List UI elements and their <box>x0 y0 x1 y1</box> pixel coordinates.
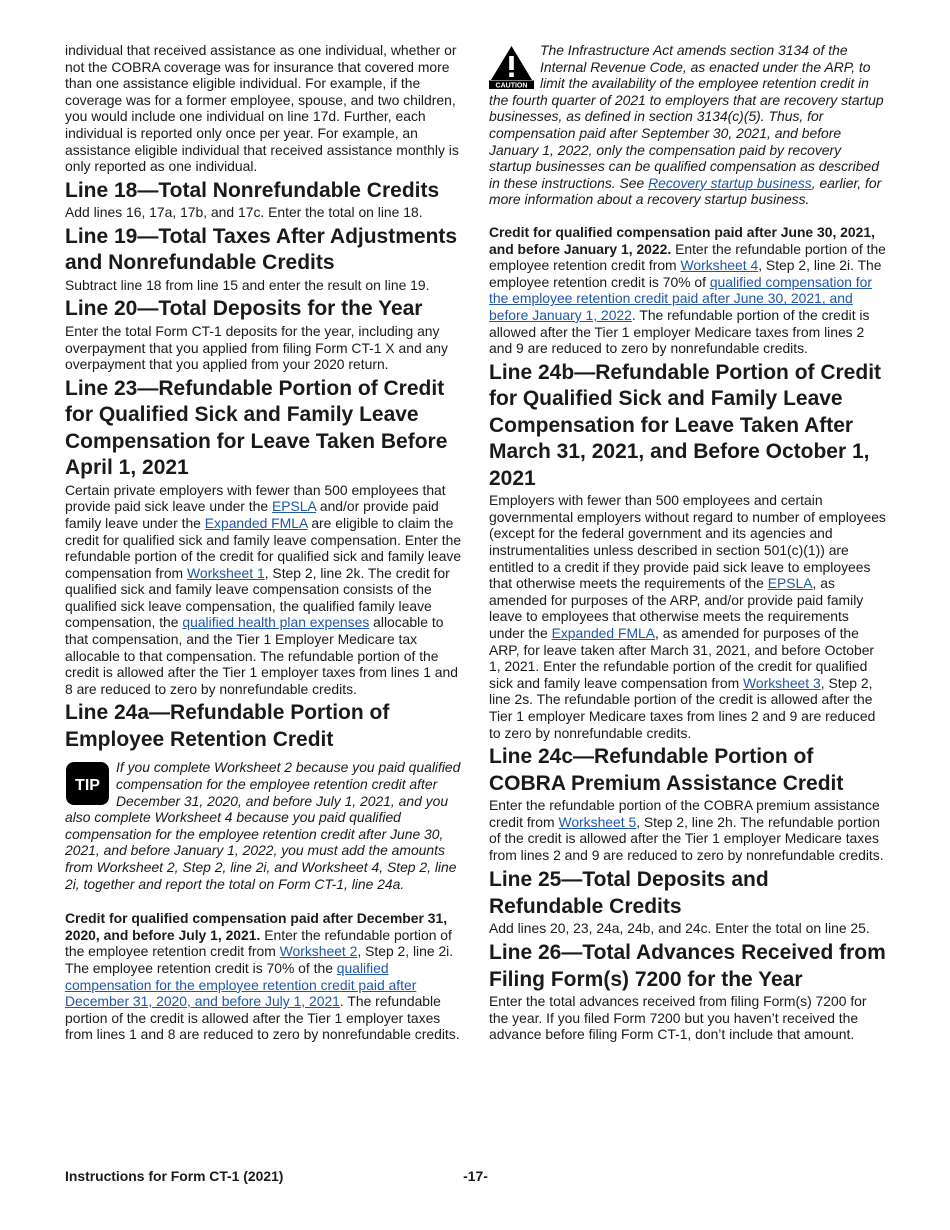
caution-text <box>489 42 886 208</box>
right-column <box>489 42 886 1043</box>
caution-icon-text: CAUTION <box>495 82 528 89</box>
text: , Step 2, line 2i. The employee retention credit is 70% of <box>489 257 882 290</box>
link-qualified-health-plan-expenses[interactable]: qualified health plan expenses <box>182 614 370 631</box>
text: Enter the refundable portion of the employee retention credit from <box>489 240 886 274</box>
paragraph-line-25: Add lines 20, 23, 24a, 24b, and 24c. Enter the total on line 25. <box>489 920 870 937</box>
link-qualified-compensation-2021-h2[interactable]: qualified compensation for the employee retention credit paid after June 30, 2021, and before January 1, 2022 <box>489 273 872 323</box>
tip-icon-text: TIP <box>75 777 100 795</box>
intro-paragraph: individual that received assistance as one individual, whether or not the COBRA coverage was for insurance that covered more than one assistance eligible individual. For example, if the coverage was for a former employee, spouse, and two children, you would include one individual on line 17d. Further, each individual is reported only once per year. For example, an assistance eligible individual that received assistance monthly is only reported as one individual. <box>65 42 459 175</box>
paragraph-line-18: Add lines 16, 17a, 17b, and 17c. Enter the total on line 18. <box>65 204 423 221</box>
heading-line-24a: Line 24a—Refundable Portion of Employee Retention Credit <box>65 701 390 751</box>
paragraph-line-24c <box>489 797 886 863</box>
link-worksheet-4[interactable]: Worksheet 4 <box>680 257 759 274</box>
heading-line-25: Line 25—Total Deposits and Refundable Credits <box>489 868 769 918</box>
paragraph-line-20: Enter the total Form CT-1 deposits for the year, including any overpayment that you applied from filing Form CT-1 X and any overpayment that you applied from your 2020 return. <box>65 322 448 373</box>
text: Certain private employers with fewer than 500 employees that provide paid sick leave under the <box>65 481 446 515</box>
paragraph-line-26: Enter the total advances received from filing Form(s) 7200 for the year. If you filed Form 7200 but you haven’t received the advance before filing Form CT-1, don’t include that amount. <box>489 993 867 1043</box>
text: , earlier, for more information about a recovery startup business. <box>489 174 882 208</box>
tip-icon <box>65 761 110 806</box>
heading-line-23: Line 23—Refundable Portion of Credit for Qualified Sick and Family Leave Compensation for Leave Taken Before April 1, 2021 <box>65 376 448 480</box>
text: are eligible to claim the credit for qualified sick and family leave compensation. Enter the refundable portion of the credit for qualified sick and family leave compensation from <box>65 514 462 581</box>
link-qualified-compensation-2021-h1[interactable]: qualified compensation for the employee retention credit paid after December 31, 2020, and before July 1, 2021 <box>65 959 417 1010</box>
tip-text: If you complete Worksheet 2 because you paid qualified compensation for the employee retention credit after December 31, 2020, and before July 1, 2021, and you also complete Worksheet 4 because you paid qualified compensation for the employee retention credit after June 30, 2021, and before January 1, 2022, you must add the amounts from Worksheet 2, Step 2, line 2i, and Worksheet 4, Step 2, line 2i, together and report the total on Form CT-1, line 24a. <box>65 759 461 892</box>
text: , Step 2, line 2k. The credit for qualified sick and family leave compensation consists of the qualified sick leave compensation, the qualified family leave compensation, the <box>65 564 450 631</box>
caution-icon <box>489 44 534 89</box>
heading-line-18: Line 18—Total Nonrefundable Credits <box>65 178 440 202</box>
link-recovery-startup-business[interactable]: Recovery startup business <box>648 174 812 191</box>
link-worksheet-3[interactable]: Worksheet 3 <box>743 674 821 691</box>
paragraph-line-19: Subtract line 18 from line 15 and enter the result on line 19. <box>65 276 430 293</box>
heading-line-24c: Line 24c—Refundable Portion of COBRA Premium Assistance Credit <box>489 745 844 795</box>
text: allocable to that compensation, and the Tier 1 Employer Medicare tax allocable to that compensation. The refundable portion of the credit is allowed after the Tier 1 employer taxes from lines 1 and 8 are reduced to zero by nonrefundable credits. <box>65 614 458 697</box>
text: Enter the refundable portion of the employee retention credit from <box>65 926 452 960</box>
text: and/or provide paid family leave under the <box>65 498 439 531</box>
text: , Step 2, line 2s. The refundable portion of the credit is allowed after the Tier 1 employer Medicare taxes from lines 2 and 9 are reduced to zero by nonrefundable credits. <box>489 674 876 741</box>
bold-lead: Credit for qualified compensation paid after December 31, 2020, and before July 1, 2021. <box>65 910 448 943</box>
paragraph-line-24a-first <box>65 910 462 1043</box>
text: The Infrastructure Act amends section 3134 of the Internal Revenue Code, as enacted under the ARP, to limit the availability of the employee retention credit in the fourth quarter of 2021 to employers that are recovery startup businesses, as defined in section 3134(c)(5). Thus, for compensation paid after September 30, 2021, and before January 1, 2022, only the compensation paid by recovery startup businesses can be qualified compensation as described in these instructions. See <box>489 42 884 191</box>
caution-note <box>489 42 886 208</box>
heading-line-20: Line 20—Total Deposits for the Year <box>65 297 423 321</box>
text: , Step 2, line 2i. The employee retention credit is 70% of the <box>65 943 454 976</box>
text: , as amended for purposes of the ARP, for leave taken after March 31, 2021, and before October 1, 2021. Enter the refundable portion of the credit for qualified sick and family leave compensation from <box>489 624 875 691</box>
link-epsla[interactable]: EPSLA <box>767 575 813 592</box>
heading-line-24b: Line 24b—Refundable Portion of Credit for Qualified Sick and Family Leave Compensation for Leave Taken After March 31, 2021, and Before October 1, 2021 <box>489 360 882 490</box>
text: , as amended for purposes of the ARP, and/or provide paid family leave to employees that otherwise meets the requirements under the <box>489 575 864 641</box>
link-worksheet-2[interactable]: Worksheet 2 <box>279 943 358 960</box>
link-worksheet-5[interactable]: Worksheet 5 <box>558 813 637 830</box>
text: Employers with fewer than 500 employees and certain governmental employers without regard to number of employees (except for the federal government and its agencies and instrumentalities unless described in section 501(c)(1)) are entitled to a credit if they provide paid sick leave to employees that otherwise meets the requirements of the <box>489 492 886 592</box>
link-worksheet-1[interactable]: Worksheet 1 <box>186 564 265 581</box>
text: Enter the refundable portion of the COBRA premium assistance credit from <box>489 797 880 830</box>
link-epsla[interactable]: EPSLA <box>271 498 316 515</box>
paragraph-line-24a-second <box>489 224 886 357</box>
heading-line-26: Line 26—Total Advances Received from Filing Form(s) 7200 for the Year <box>489 941 886 991</box>
paragraph-line-24b <box>489 492 886 741</box>
link-expanded-fmla[interactable]: Expanded FMLA <box>204 514 308 531</box>
bold-lead: Credit for qualified compensation paid after June 30, 2021, and before January 1, 2022. <box>489 223 875 257</box>
page-footer <box>65 1168 886 1186</box>
paragraph-line-23 <box>65 482 462 698</box>
link-expanded-fmla[interactable]: Expanded FMLA <box>551 624 656 641</box>
footer-title: Instructions for Form CT-1 (2021) <box>65 1168 284 1184</box>
tip-note <box>65 759 462 892</box>
heading-line-19: Line 19—Total Taxes After Adjustments and Nonrefundable Credits <box>65 224 458 275</box>
text: . The refundable portion of the credit is allowed after the Tier 1 employer taxes from lines 1 and 8 are reduced to zero by nonrefundable credits. <box>65 993 460 1043</box>
text: , Step 2, line 2h. The refundable portion of the credit is allowed after the Tier 1 employer Medicare taxes from lines 2 and 9 are reduced to zero by nonrefundable credits. <box>489 813 884 863</box>
page-number: -17- <box>463 1168 488 1184</box>
text: . The refundable portion of the credit is allowed after the Tier 1 employer Medicare taxes from lines 2 and 9 are reduced to zero by nonrefundable credits. <box>489 306 870 357</box>
left-column <box>65 42 462 1043</box>
